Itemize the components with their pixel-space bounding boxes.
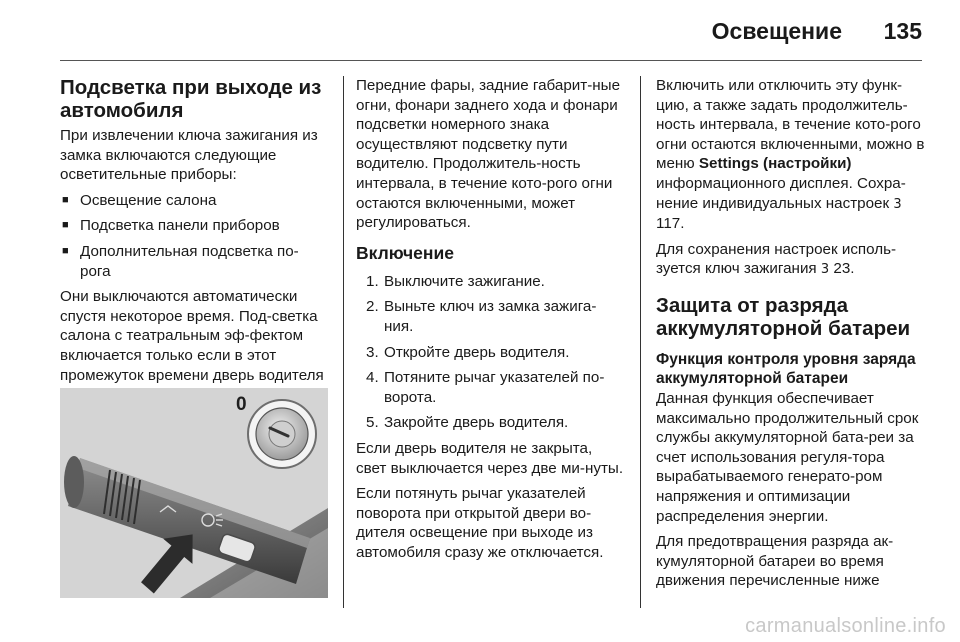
page-header: [0, 0, 960, 62]
column-divider-2: [640, 76, 641, 608]
stalk-illustration: [60, 388, 328, 598]
list-item: ■ Дополнительная подсветка по-рога: [60, 242, 328, 281]
page-ref-icon: 3: [893, 196, 902, 212]
paragraph-cancel: Если потянуть рычаг указателей поворота при открытой двери во-дителя освещение при выходе из автомобиля сразу же отключается.: [356, 485, 604, 561]
section-heading-exit-lighting: Подсветка при выходе из автомобиля: [60, 76, 322, 122]
page-ref-icon: 3: [820, 262, 830, 278]
page-title: Освещение: [711, 18, 842, 44]
page-number: 135: [883, 18, 922, 44]
paragraph-auto-off: Они выключаются автоматически спустя некоторое время. Под-светка салона с театральным эф-фектом включается только если в этот промежуток времени дверь водителя: [60, 288, 324, 384]
list-item: 3. Откройте дверь водителя.: [366, 343, 570, 361]
watermark: carmanualsonline.info: [745, 615, 946, 637]
section-heading-activation: Включение: [356, 242, 454, 263]
list-item: 4. Потяните рычаг указателей по-ворота.: [366, 369, 605, 406]
paragraph-settings: Включить или отключить эту функ-цию, а также задать продолжитель-ность интервала, в течение кото-рого огни остаются включенными, можно в меню Settings (настройки) информационного дисплея. Сохра-нение индивидуальных настроек 3 117.: [656, 77, 925, 233]
paragraph-lights-description: Передние фары, задние габарит-ные огни, фонари заднего хода и фонари подсветки номерного знака осуществляют подсветку пути водителю. Продолжитель-ность интервала, в течение кото-рого огни остаются включенными, может регулироваться.: [356, 77, 621, 232]
bullet-list: [60, 191, 328, 281]
list-item: 5. Закройте дверь водителя.: [366, 414, 569, 432]
paragraph-intro: При извлечении ключа зажигания из замка включаются следующие осветительные приборы:: [60, 127, 318, 184]
paragraph-key-settings: Для сохранения настроек исполь-зуется ключ зажигания 3 23.: [656, 240, 897, 278]
page-ref: 23.: [829, 260, 855, 278]
knob-position-label: 0: [236, 394, 247, 415]
header-rule: [60, 60, 922, 61]
paragraph-door-open: Если дверь водителя не закрыта, свет выключается через две ми-нуты.: [356, 439, 624, 477]
settings-menu-name: Settings (настройки): [698, 155, 852, 173]
column-2: [356, 76, 624, 568]
paragraph-battery-function: Данная функция обеспечивает максимально продолжительный срок службы аккумуляторной бата-реи за счет использования регуля-тора вырабатываемого генерато-ром напряжения и оптимизации распределения энергии.: [656, 389, 919, 525]
paragraph-discharge-prevention: Для предотвращения разряда ак-кумуляторной батареи во время движения перечисленные ниже: [656, 533, 894, 590]
list-item: 1. Выключите зажигание.: [366, 272, 545, 290]
list-item: ■ Освещение салона: [60, 191, 328, 211]
list-item: ■ Подсветка панели приборов: [60, 216, 328, 236]
steps-list: [356, 272, 624, 433]
column-1: [60, 76, 328, 411]
section-heading-battery-protection: Защита от разряда аккумуляторной батареи: [656, 293, 911, 340]
column-3: [656, 76, 926, 597]
list-item: 2. Выньте ключ из замка зажига-ния.: [366, 298, 597, 335]
subsection-heading-battery-monitor: Функция контроля уровня заряда аккумуляторной батареи: [656, 350, 916, 388]
page-ref: 117.: [656, 215, 685, 233]
column-divider-1: [343, 76, 344, 608]
turn-signal-stalk-figure: [60, 388, 328, 598]
